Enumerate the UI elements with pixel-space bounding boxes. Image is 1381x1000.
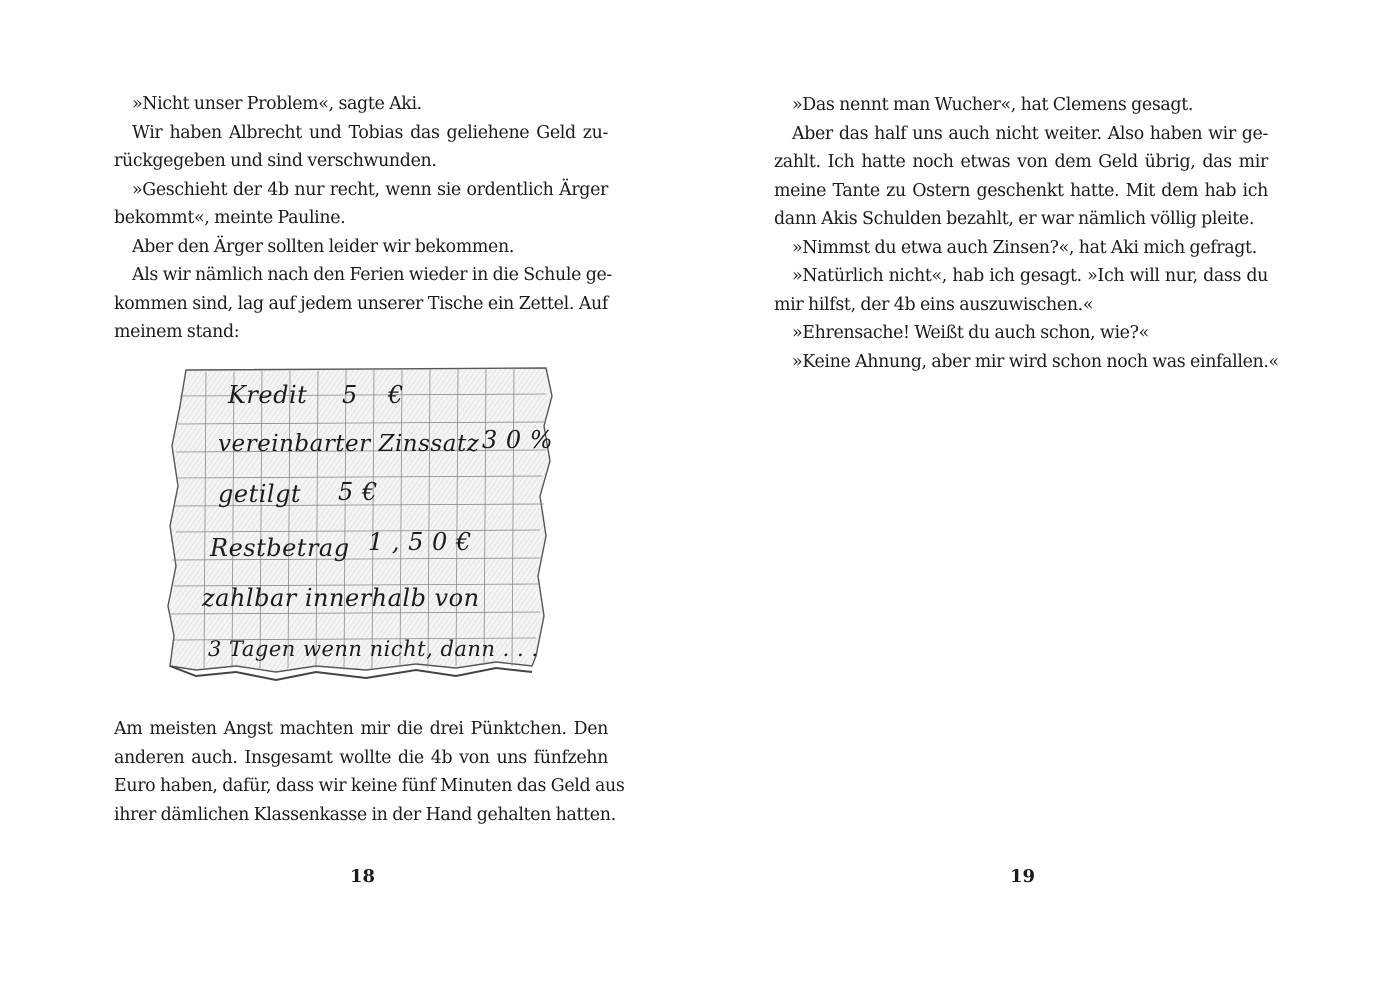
text-line: »Nimmst du etwa auch Zinsen?«, hat Aki mich gefragt. (792, 237, 1257, 258)
text-line: Aber das half uns auch nicht weiter. Also haben wir ge- (792, 123, 1268, 144)
page-number: 19 (1010, 866, 1036, 887)
text-line: »Ehrensache! Weißt du auch schon, wie?« (792, 323, 1149, 343)
note-row6-text: 3 Tagen wenn nicht, dann . . . (208, 637, 539, 661)
note-drawing (166, 366, 558, 686)
text-line: »Keine Ahnung, aber mir wird schon noch was einfallen.« (792, 351, 1279, 372)
right-page (690, 0, 1381, 1000)
note-row3-currency: € (362, 478, 378, 506)
text-line: ihrer dämlichen Klassenkasse in der Hand gehalten hatten. (114, 804, 616, 825)
text-line: »Geschieht der 4b nur recht, wenn sie ordentlich Ärger (132, 179, 608, 200)
text-line: rückgegeben und sind verschwunden. (114, 151, 437, 171)
note-row3-amount: 5 (338, 478, 354, 506)
handwritten-note-illustration (166, 366, 558, 686)
text-line: mir hilfst, der 4b eins auszuwischen.« (774, 294, 1094, 315)
note-row4-label: Restbetrag (210, 534, 350, 562)
note-row4-amount: 1 , 5 0 € (368, 528, 472, 556)
text-line: dann Akis Schulden bezahlt, er war nämlich völlig pleite. (774, 209, 1254, 229)
page-number: 18 (350, 866, 376, 887)
text-line: meine Tante zu Ostern geschenkt hatte. Mit dem hab ich (774, 180, 1268, 201)
left-text-bottom (114, 715, 625, 829)
text-line: anderen auch. Insgesamt wollte die 4b von uns fünfzehn (114, 747, 608, 768)
note-row1-currency: € (388, 381, 404, 409)
text-line: kommen sind, lag auf jedem unserer Tische ein Zettel. Auf (114, 293, 608, 314)
text-line: Euro haben, dafür, dass wir keine fünf Minuten das Geld aus (114, 776, 625, 796)
left-text-top (114, 90, 612, 347)
text-line: meinem stand: (114, 322, 240, 342)
note-row2-rate: 3 0 % (482, 426, 554, 454)
note-row5-text: zahlbar innerhalb von (202, 584, 480, 612)
note-row1-label: Kredit (228, 381, 308, 409)
note-row2-label: vereinbarter Zinssatz (218, 431, 480, 457)
text-line: zahlt. Ich hatte noch etwas von dem Geld übrig, das mir (774, 152, 1268, 172)
text-line: »Das nennt man Wucher«, hat Clemens gesagt. (792, 95, 1194, 115)
left-page (0, 0, 690, 1000)
text-line: »Nicht unser Problem«, sagte Aki. (132, 94, 422, 114)
text-line: Am meisten Angst machten mir die drei Pünktchen. Den (114, 719, 608, 739)
note-row3-label: getilgt (218, 480, 302, 508)
text-line: Aber den Ärger sollten leider wir bekommen. (132, 236, 514, 257)
text-line: Wir haben Albrecht und Tobias das geliehene Geld zu- (132, 122, 608, 143)
right-text (774, 91, 1279, 376)
text-line: bekommt«, meinte Pauline. (114, 208, 346, 228)
text-line: Als wir nämlich nach den Ferien wieder in die Schule ge- (132, 265, 612, 285)
note-row1-amount: 5 (342, 381, 358, 409)
text-line: »Natürlich nicht«, hab ich gesagt. »Ich will nur, dass du (792, 266, 1268, 286)
